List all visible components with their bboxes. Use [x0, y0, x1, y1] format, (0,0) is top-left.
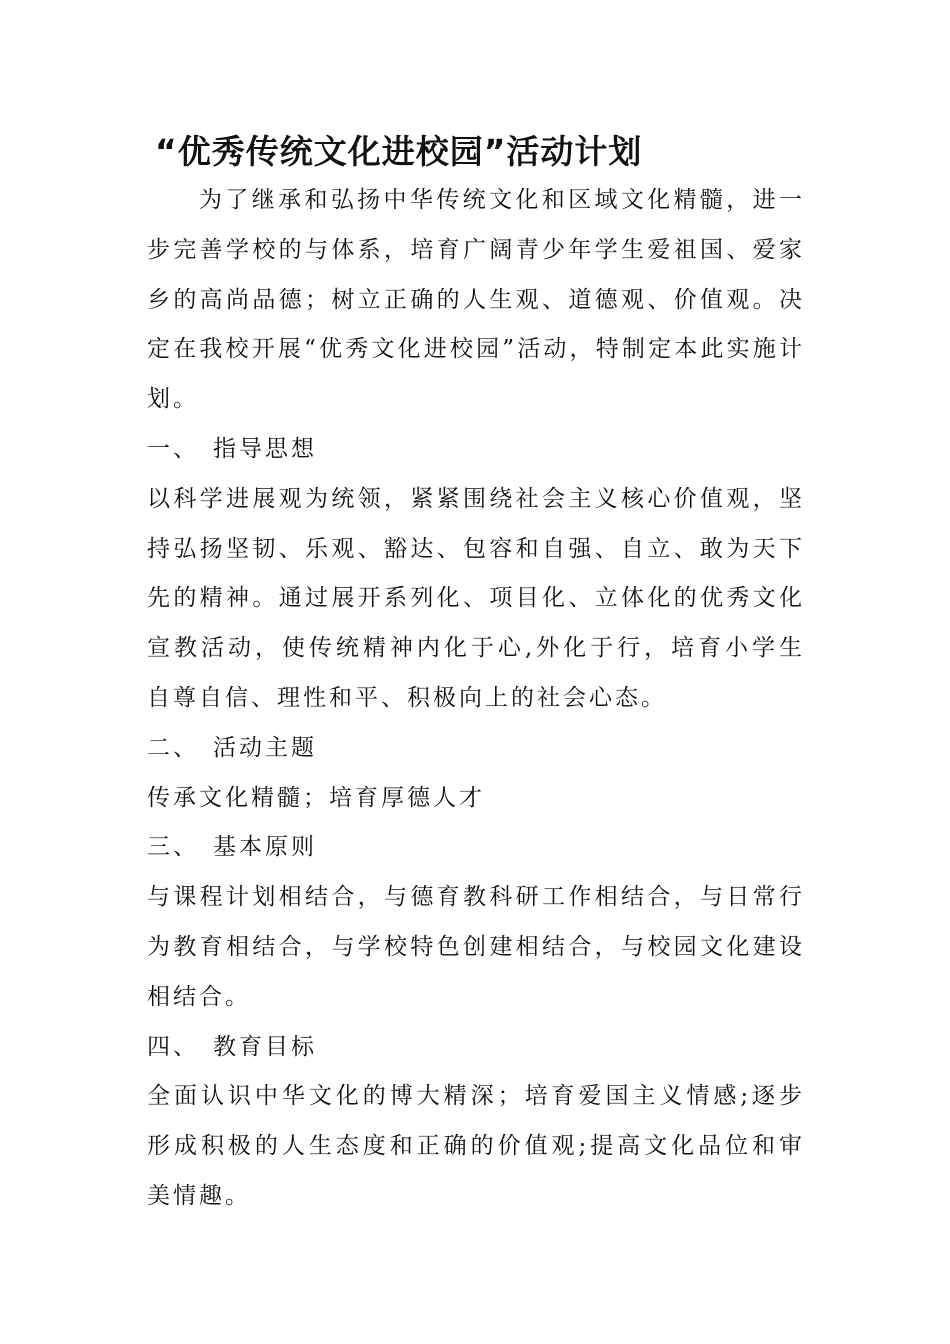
section-heading-guiding-ideology	[147, 425, 805, 475]
section-number: 三、	[147, 834, 199, 861]
section-title: 基本原则	[213, 834, 317, 861]
section-content-guiding-ideology: 以科学进展观为统领，紧紧围绕社会主义核心价值观，坚持弘扬坚韧、乐观、豁达、包容和自强、自立、敢为天下先的精神。通过展开系列化、项目化、立体化的优秀文化宣教活动，使传统精神内化于心,外化于行，培育小学生自尊自信、理性和平、积极向上的社会心态。	[147, 485, 805, 711]
section-content-activity-theme: 传承文化精髓；培育厚德人才	[147, 784, 485, 811]
intro-paragraph: 为了继承和弘扬中华传统文化和区域文化精髓，进一步完善学校的与体系，培育广阔青少年学生爱祖国、爱家乡的高尚品德；树立正确的人生观、道德观、价值观。决定在我校开展“优秀文化进校园”活动，特制定本此实施计划。	[147, 187, 805, 413]
section-content-education-goals: 全面认识中华文化的博大精深；培育爱国主义情感;逐步形成积极的人生态度和正确的价值观;提高文化品位和审美情趣。	[147, 1083, 805, 1209]
section-heading-basic-principles	[147, 823, 805, 873]
section-title: 指导思想	[213, 435, 317, 462]
document-title: “优秀传统文化进校园”活动计划	[155, 132, 643, 171]
document-body	[147, 176, 805, 1222]
section-heading-activity-theme	[147, 724, 805, 774]
section-title: 活动主题	[213, 734, 317, 761]
section-number: 四、	[147, 1033, 199, 1060]
section-content-basic-principles: 与课程计划相结合，与德育教科研工作相结合，与日常行为教育相结合，与学校特色创建相结合，与校园文化建设相结合。	[147, 884, 805, 1010]
section-number: 二、	[147, 734, 199, 761]
section-heading-education-goals	[147, 1023, 805, 1073]
section-number: 一、	[147, 435, 199, 462]
section-title: 教育目标	[213, 1033, 317, 1060]
